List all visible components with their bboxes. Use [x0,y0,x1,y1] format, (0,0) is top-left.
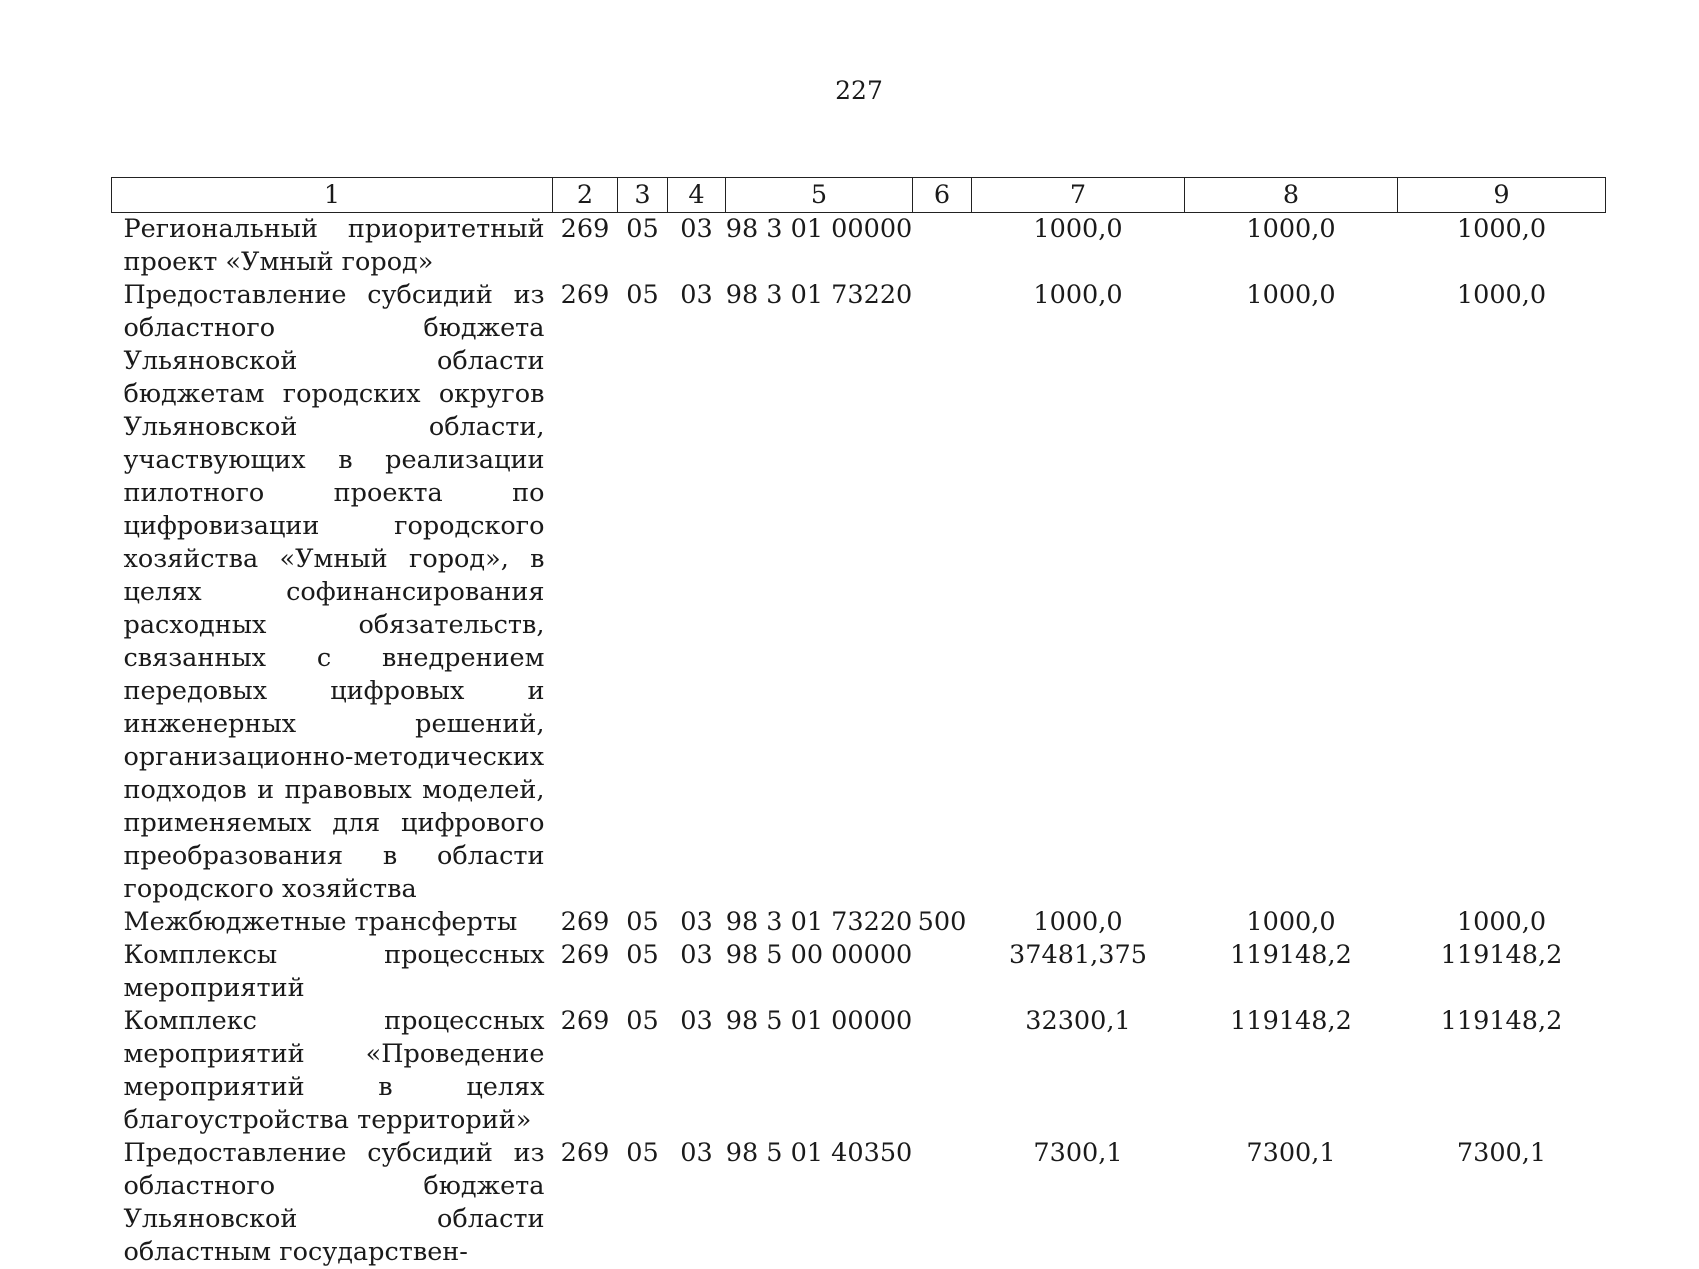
row-code-ministry: 269 [560,280,610,310]
row-code-target: 98 5 01 40350 [725,1138,913,1168]
header-col-2: 2 [553,178,618,213]
row-code-section: 05 [626,907,659,937]
page-number: 227 [835,76,883,105]
row-code-target: 98 3 01 00000 [725,214,913,244]
row-amount-col7: 7300,1 [1033,1138,1123,1168]
row-amount-col8: 119148,2 [1230,1006,1352,1036]
row-code-ministry: 269 [560,214,610,244]
row-code-subsection: 03 [680,214,713,244]
table-row [112,906,1606,939]
header-col-7: 7 [972,178,1185,213]
budget-table [111,177,1606,1269]
row-amount-col8: 7300,1 [1246,1138,1336,1168]
row-code-subsection: 03 [680,940,713,970]
header-col-9: 9 [1398,178,1606,213]
row-amount-col7: 32300,1 [1025,1006,1131,1036]
row-amount-col8: 1000,0 [1246,280,1336,310]
row-code-section: 05 [626,940,659,970]
row-code-target: 98 5 00 00000 [725,940,913,970]
row-amount-col9: 1000,0 [1456,214,1547,244]
row-code-ministry: 269 [560,940,610,970]
row-code-subsection: 03 [680,1138,713,1168]
row-code-ministry: 269 [560,907,610,937]
row-code-target: 98 3 01 73220 [725,280,913,310]
row-code-expense: 500 [917,907,967,937]
header-col-3: 3 [618,178,668,213]
row-amount-col8: 119148,2 [1230,940,1352,970]
row-name: Предоставление субсидий из областного бюджета Ульяновской области областным государствен- [123,1138,545,1267]
table-row [112,939,1606,1005]
row-code-expense [913,939,972,1005]
row-code-section: 05 [626,1006,659,1036]
header-col-1: 1 [112,178,553,213]
row-name: Комплексы процессных мероприятий [123,940,545,1003]
row-amount-col7: 1000,0 [1033,280,1123,310]
row-code-section: 05 [626,280,659,310]
row-amount-col7: 37481,375 [1009,940,1147,970]
row-code-section: 05 [626,214,659,244]
row-amount-col7: 1000,0 [1033,214,1123,244]
row-amount-col9: 119148,2 [1440,1006,1563,1036]
row-code-section: 05 [626,1138,659,1168]
table-row [112,279,1606,906]
header-col-8: 8 [1185,178,1398,213]
row-name: Предоставление субсидий из областного бюджета Ульяновской области бюджетам городских округов Ульяновской области, участвующих в реализации пилотного проекта по цифровизации городского хозяйства «Умный город», в целях софинансирования расходных обязательств, связанных с внедрением передовых цифровых и инженерных решений, организационно-методических подходов и правовых моделей, применяемых для цифрового преобразования в области городского хозяйства [123,280,545,904]
row-amount-col9: 1000,0 [1456,280,1547,310]
row-name: Межбюджетные трансферты [123,907,518,937]
table-row [112,1137,1606,1269]
header-col-6: 6 [913,178,972,213]
row-code-target: 98 5 01 00000 [725,1006,913,1036]
row-amount-col9: 1000,0 [1456,907,1547,937]
row-code-subsection: 03 [680,280,713,310]
header-col-4: 4 [668,178,726,213]
row-amount-col7: 1000,0 [1033,907,1123,937]
row-code-ministry: 269 [560,1006,610,1036]
row-name: Комплекс процессных мероприятий «Проведение мероприятий в целях благоустройства территорий» [123,1006,545,1135]
row-code-subsection: 03 [680,1006,713,1036]
header-col-5: 5 [726,178,913,213]
row-code-subsection: 03 [680,907,713,937]
row-amount-col8: 1000,0 [1246,907,1336,937]
row-amount-col9: 7300,1 [1456,1138,1547,1168]
row-amount-col9: 119148,2 [1440,940,1563,970]
row-code-expense [913,1137,972,1269]
row-code-expense [913,279,972,906]
row-code-ministry: 269 [560,1138,610,1168]
row-code-expense [913,213,972,280]
row-name: Региональный приоритетный проект «Умный город» [123,214,545,277]
header-row [112,178,1606,213]
table-row [112,213,1606,280]
table-row [112,1005,1606,1137]
row-code-expense [913,1005,972,1137]
row-amount-col8: 1000,0 [1246,214,1336,244]
row-code-target: 98 3 01 73220 [725,907,913,937]
